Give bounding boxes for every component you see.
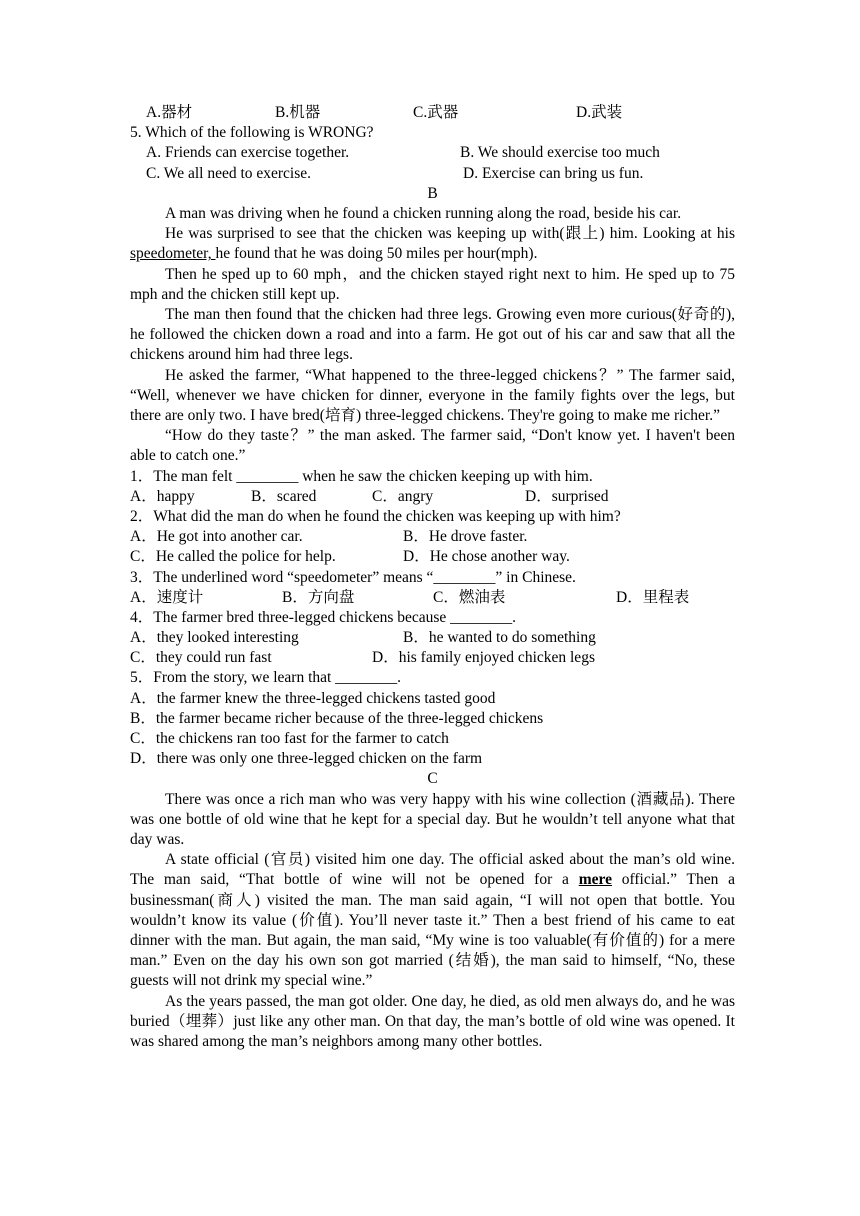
option-d: D．里程表 <box>616 588 690 606</box>
option-d: D．surprised <box>525 487 609 505</box>
option-a: A.器材 <box>146 104 193 121</box>
section-b-paragraph-4: The man then found that the chicken had three legs. Growing even more curious(好奇的), he followed the chicken down a road and into a farm. He got out of his car and saw that all the chickens around him had three legs. <box>130 305 735 364</box>
question-3-stem: 3．The underlined word “speedometer” means “________” in Chinese. <box>130 568 576 586</box>
option-d: D. Exercise can bring us fun. <box>463 164 644 182</box>
question-5-stem: 5．From the story, we learn that ________. <box>130 669 402 687</box>
question-4-options-row2 <box>130 648 735 668</box>
question-2-stem: 2．What did the man do when he found the chicken was keeping up with him? <box>130 507 621 525</box>
option-a: A．He got into another car. <box>130 528 303 546</box>
option-b: B．scared <box>251 487 317 505</box>
question-2-options-row1 <box>130 527 735 547</box>
question-4-stem: 4．The farmer bred three-legged chickens because ________. <box>130 608 517 626</box>
underlined-word-mere: mere <box>578 871 612 889</box>
question-5-option-d: D．there was only one three-legged chicken on the farm <box>130 750 483 768</box>
underlined-word-speedometer: speedometer, <box>130 245 216 263</box>
q5-stem: 5. Which of the following is WRONG? <box>130 124 374 142</box>
section-c-paragraph-3: As the years passed, the man got older. One day, he died, as old men always do, and he was buried（埋葬）just like any other man. On that day, the man’s bottle of old wine was opened. It was shared among the man’s neighbors among many other bottles. <box>130 992 735 1051</box>
prev-question-options <box>130 103 735 123</box>
question-1-stem: 1．The man felt ________ when he saw the chicken keeping up with him. <box>130 467 593 485</box>
section-c-paragraph-2 <box>130 850 735 991</box>
paragraph-text: He was surprised to see that the chicken was keeping up with(跟上) him. Looking at his <box>165 225 735 243</box>
option-b: B．he wanted to do something <box>403 629 596 647</box>
option-c: C.武器 <box>413 104 459 121</box>
option-d: D.武装 <box>576 104 623 121</box>
question-4-options-row1 <box>130 628 735 648</box>
option-d: D．He chose another way. <box>403 548 570 566</box>
option-c: C．they could run fast <box>130 649 272 667</box>
option-b: B．He drove faster. <box>403 528 528 546</box>
question-3-options <box>130 588 735 608</box>
option-c: C．angry <box>372 487 434 505</box>
option-b: B．方向盘 <box>282 588 355 606</box>
document-page <box>130 103 735 1052</box>
option-a: A．happy <box>130 487 195 505</box>
option-a: A．速度计 <box>130 588 204 606</box>
section-b-paragraph-2 <box>130 224 735 264</box>
section-c-heading: C <box>427 770 438 788</box>
option-c: C．He called the police for help. <box>130 548 336 566</box>
section-b-paragraph-5: He asked the farmer, “What happened to the three-legged chickens？” The farmer said, “Well, whenever we have chicken for dinner, everyone in the family fights over the legs, but there are only two. I have bred(培育) three-legged chickens. They're going to make me richer.” <box>130 366 735 424</box>
question-2-options-row2 <box>130 547 735 567</box>
option-b: B.机器 <box>275 104 321 121</box>
paragraph-text: official.” Then a businessman(商人) visited the man. The man said again, “I will not open that bottle. You wouldn’t know its value (价值). You’ll never taste it.” Then a best friend of his came to eat dinner with the man. But again, the man said, “My wine is too valuable(有价值的) for a mere man.” Even on the day his own son got married (结婚), the man said to himself, “No, these guests will not drink my special wine.” <box>130 871 735 990</box>
section-b-paragraph-6: “How do they taste？” the man asked. The farmer said, “Don't know yet. I haven't been able to catch one.” <box>130 427 735 465</box>
option-a: A．they looked interesting <box>130 629 299 647</box>
option-d: D．his family enjoyed chicken legs <box>372 649 595 667</box>
option-a: A. Friends can exercise together. <box>146 144 350 162</box>
question-5-option-a: A．the farmer knew the three-legged chickens tasted good <box>130 689 496 707</box>
option-c: C．燃油表 <box>433 588 506 606</box>
q5-options-row2 <box>130 164 735 184</box>
option-c: C. We all need to exercise. <box>146 164 312 182</box>
option-b: B. We should exercise too much <box>460 144 660 162</box>
section-b-heading: B <box>427 184 438 202</box>
question-5-option-b: B．the farmer became richer because of the three-legged chickens <box>130 709 544 727</box>
section-b-paragraph-1: A man was driving when he found a chicken running along the road, beside his car. <box>165 204 682 222</box>
question-1-options <box>130 487 735 507</box>
question-5-option-c: C．the chickens ran too fast for the farmer to catch <box>130 730 449 748</box>
paragraph-text: he found that he was doing 50 miles per hour(mph). <box>215 245 538 263</box>
section-b-paragraph-3: Then he sped up to 60 mph，and the chicken stayed right next to him. He sped up to 75 mph and the chicken still kept up. <box>130 265 735 303</box>
paragraph-text: A state official (官员) visited him one day. The official asked about the man’s old wine. The man said, “That bottle of wine will not be opened for a <box>130 851 735 889</box>
q5-options-row1 <box>130 143 735 163</box>
section-c-paragraph-1: There was once a rich man who was very happy with his wine collection (酒藏品). There was one bottle of old wine that he kept for a special day. But he wouldn’t tell anyone what that day was. <box>130 790 735 848</box>
